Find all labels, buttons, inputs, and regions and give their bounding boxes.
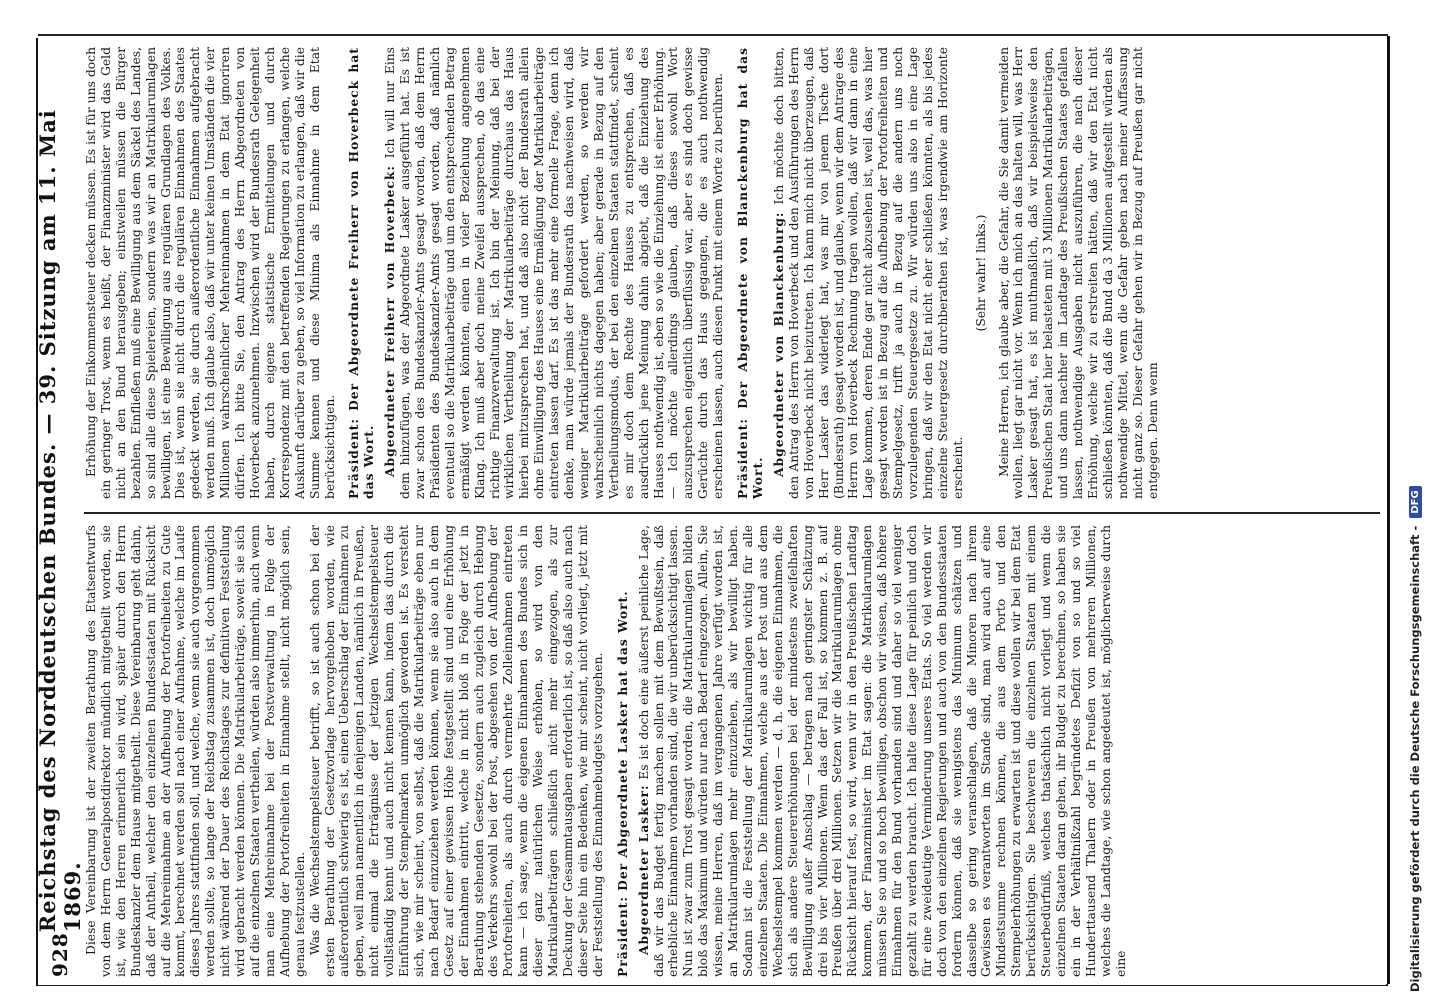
left-text-column (84, 525, 1380, 977)
scan-border-right (1387, 36, 1390, 984)
speaker-line: Präsident: Der Abgeordnete von Blanckenburg hat das Wort. (735, 47, 765, 499)
column-divider (84, 512, 1380, 514)
paragraph-text: Ich will nur Eins dem hinzufügen, was der Abgeordnete Lasker ausgeführt hat. Es ist zwar schon des Bundeskanzler-Amts gesagt worden, daß dem Herrn Präsidenten des Bundeskanzler-Amts gesagt worden, daß nämlich eventuell so die Matrikularbeiträge und um den entsprechenden Betrag ermäßigt werden könnten, einen in vieler Beziehung angenehmen Klang. Ich muß aber doch meine Zweifel aussprechen, ob das eine richtige Finanzverwaltung ist. Ich bin der Meinung, daß bei der wirklichen Vertheilung der Matrikularbeiträge durchaus das Haus hierbei mitzusprechen hat, und daß also nicht der Bundesrath allein ohne Einwilligung des Hauses eine Ermäßigung der Matrikularbeiträge eintreten lassen darf. Es ist das mehr eine formelle Frage, denn ich denke, man würde jemals der Bundesrath das nachweisen wird, daß weniger Matrikularbeiträge gefordert werden, so werden wir wahrscheinlich nichts dagegen haben; aber gerade in Bezug auf den Vertheilungsmodus, der bei den einzelnen Staaten stattfindet, scheint es mir doch dem Rechte des Hauses zu entsprechen, daß es ausdrücklich jene Meinung dahin abgiebt, daß die Einziehung des Hauses nothwendig ist, eben so wie die Einziehung ist einer Erhöhung. — Ich möchte allerdings glauben, daß dieses sowohl Wort auszusprechen eigentlich überflüssig war, aber es sind doch gewisse Gerüchte durch das Haus gegangen, die es auch nothwendig erscheinen lassen, auch diesen Punkt mit einem Worte zu berühren. (383, 47, 726, 499)
paragraph: Erhöhung der Einkommensteuer decken müssen. Es ist für uns doch ein geringer Trost, wenn es heißt, der Finanzminister wird das Geld nicht an den Bund herausgeben; einstweilen müssen die Bürger bezahlen. Einfließen muß eine Bewilligung aus dem Säckel des Landes, so sind alle diese Spielereien, sondern was wir an Matrikularumlagen bewilligen, ist eine Bewilligung aus regulären Grundlagen des Volkes. Dies ist, wenn sie nicht durch die regulären Einnahmen des Staates gedeckt werden, sie durch außerordentliche Einnahmen aufgebracht werden muß. Ich glaube also, daß wir unter keinen Umständen die vier Millionen wahrscheinlicher Mehreinnahmen in dem Etat ignoriren dürfen. Ich bitte Sie, den Antrag des Herrn Abgeordneten von Hoverbeck anzunehmen. Inzwischen wird der Bundesrath Gelegenheit haben, durch eigene statistische Ermittelungen und durch Korrespondenz mit den betreffenden Regierungen zu erlangen, welche Auskunft darüber zu geben, so viel Information zu erlangen, daß wir die Summe kennen und diese Minima als Einnahme in dem Etat berücksichtigen. (84, 47, 337, 499)
speaker-name: Abgeordneter von Blanckenburg: (770, 211, 786, 477)
paragraph-text: Ich möchte doch bitten, den Antrag des Herrn von Hoverbeck und den Ausführungen des Herrn von Hoverbeck nicht beizutreten. Ich kann mich nicht überzeugen, daß Herr Lasker das widerlegt hat, was mir von jenem Tische dort (Bundesrath) gesagt worden ist, und glaube, wenn wir dem Antrage des Herrn von Hoverbeck Rechnung tragen wollen, daß wir dann in eine Lage kommen, deren Ende gar nicht abzusehen ist, weil das, was hier gesagt worden ist in Bezug auf die Aufhebung der Portofreiheiten und Stempelgesetz, trifft ja auch in Bezug auf die andern uns noch vorzulegenden Steuergesetze zu. Wir würden uns also in eine Lage bringen, daß wir den Etat nicht eher schließen könnten, als bis jedes einzelne Steuergesetz durchberathen ist, was irgendwie am Horizonte erscheint. (771, 47, 965, 499)
dfg-logo-icon: DFG (1409, 486, 1422, 517)
rotated-document-page (35, 37, 1386, 985)
paragraph (772, 47, 966, 499)
paragraph: Diese Vereinbarung ist der zweiten Berathung des Etatsentwurfs von dem Herrn Generalpostdirektor mündlich mitgetheilt worden, sie ist, wie den Herren erinnerlich sein wird, später durch den Herrn Bundeskanzler dem Hause mitgetheilt. Diese Vereinbarung geht dahin, daß der Antheil, welcher den einzelnen Bundesstaaten mit Rücksicht auf die Mehreinnahme an der Aufhebung der Portofreiheiten zu Gute kommt, berechnet werden soll nach einer Aufnahme, welche im Laufe dieses Jahres stattfinden soll, und welche, wenn sie auch vorgenommen werden sollte, so lange der Reichstag zusammen ist, doch unmöglich nicht während der Dauer des Reichstages zur definitiven Feststellung wird gebracht werden können. Die Matrikularbeiträge, soweit sie sich auf die einzelnen Staaten vertheilen, würden also immerhin, auch wenn man eine Mehreinnahme bei der Postverwaltung in Folge der Aufhebung der Portofreiheiten in Einnahme stellt, nicht möglich sein, genau festzustellen. (84, 525, 307, 977)
digitization-credit (1406, 42, 1424, 992)
scan-border-top (38, 34, 1388, 36)
running-title: Reichstag des Norddeutschen Bundes. — 39. Sitzung am 11. Mai 1869. (35, 109, 85, 933)
paragraph (383, 47, 726, 499)
speaker-name: Abgeordneter Lasker: (635, 784, 651, 955)
page-top-margin (0, 0, 1432, 34)
page-header (35, 37, 85, 985)
speaker-line: Präsident: Der Abgeordnete Lasker hat das Wort. (614, 590, 630, 977)
paragraph-text: Es ist doch eine äußerst peinliche Lage, daß wir das Budget fertig machen sollen mit dem Bewußtsein, daß erhebliche Einnahmen vorhanden sind, die wir unberücksichtigt lassen. Nun ist zwar zum Trost gesagt worden, die Matrikularumlagen bilden bloß das Maximum und würden nur nach Bedarf eingezogen. Allein, Sie wissen, meine Herren, daß im vergangenen Jahre verfügt worden ist, an Matrikularumlagen mehr einzuziehen, als wir bewilligt haben. Sodann ist die Feststellung der Matrikularumlagen wichtig für alle einzelnen Staaten. Die Einnahmen, welche aus der Post und aus dem Wechselstempel kommen werden — d. h. die eigenen Einnahmen, die sich als andere Steuererhöhungen bei der mindestens zweifelhaften Bewilligung außer Anschlag — betragen nach geringster Schätzung drei bis vier Millionen. Wenn das der Fall ist, so kommen z. B. auf Preußen über drei Millionen. Setzen wir die Matrikularumlagen ohne Rücksicht hierauf fest, so wird, wenn wir in den Preußischen Landtag kommen, der Finanzminister im Etat sagen: die Matrikularumlagen müssen Sie so und so hoch bewilligen, obschon wir wissen, daß höhere Einnahmen für den Bund vorhanden sind und daher so viel weniger gezahlt zu werden braucht. Ich halte diese Lage für peinlich und doch für eine zweideutige Verminderung unseres Etats. So viel werden wir doch von den einzelnen Regierungen und auch von den Bundesstaaten fordern können, daß sie wenigstens das Minimum schätzen und dasselbe so gering veranschlagen, daß die Minoren nach ihrem Gewissen es verantworten im Stande sind, man wird auch auf eine Mindestsumme rechnen können, die aus dem Porto und den Stempelerhöhungen zu erwarten ist und diese wollen wir bei dem Etat berücksichtigen. Sie beschweren die einzelnen Staaten mit einem Steuerbedürfniß, welches thatsächlich nicht vorliegt und wenn die einzelnen Staaten daran gehen, ihr Budget zu berechnen, so haben sie ein in der Verhältnißzahl begründetes Defizit von so und so viel Hunderttausend Thalern oder in Preußen von mehreren Millionen, welches die Landtage, wie schon angedeutet ist, möglicherweise durch eine (636, 525, 1128, 977)
speaker-name: Abgeordneter Freiherr von Hoverbeck: (382, 165, 398, 477)
right-text-column (84, 47, 1380, 499)
paragraph (637, 525, 1129, 977)
paragraph: Meine Herren, ich glaube aber, die Gefahr, die Sie damit vermeiden wollen, liegt gar nicht vor. Wenn ich mich an das halten will, was Herr Lasker gesagt hat, es ist muthmaßlich, daß wir beispielsweise den Preußischen Staat hier belasteten mit 3 Millionen Matrikularbeiträgen, und uns dann nachher im Landtage des Preußischen Staates gefallen lassen, nothwendige Ausgaben nicht auszuführen, die nach dieser Erhöhung, welche wir zu erstreiten hätten, daß wir den Etat nicht schließen könnten, daß die Bund da 3 Millionen aufgestellt würden als nothwendige Mittel, wenn die Gefahr geben nach meiner Auffassung nicht ganz so. Dieser Gefahr gehen wir in Bezug auf Preußen gar nicht entgegen. Denn wenn (996, 47, 1160, 499)
speaker-line: Präsident: Der Abgeordnete Freiherr von Hoverbeck hat das Wort. (346, 47, 377, 499)
page-number: 928 (48, 932, 72, 977)
paragraph: Was die Wechselstempelsteuer betrifft, so ist auch schon bei der ersten Berathung der Gesetzvorlage hervorgehoben worden, wie außerordentlich schwierig es ist, einen Ueberschlag der Einnahmen zu geben, weil man namentlich in denjenigen Landen, nämlich in Preußen, nicht einmal die Erträgnisse der jetzigen Wechselstempelsteuer vollständig kennt und auch nicht kennen kann, indem das durch die Einführung der Stempelmarken unmöglich geworden ist. Es versteht sich, wie mir scheint, von selbst, daß die Matrikularbeiträge eben nur nach Bedarf einzuziehen werden können, wenn sie also auch in dem Gesetz auf einer gewissen Höhe festgestellt sind und eine Erhöhung der Einnahmen eintritt, welche in nicht bloß in Folge der jetzt in Berathung stehenden Gesetze, sondern auch zugleich durch Hebung des Verkehrs sowohl bei der Post, abgesehen von der Aufhebung der Portofreiheiten, als auch durch vermehrte Zolleinnahmen eintreten kann — ich sage, wenn die eigenen Einnahmen des Bundes sich in dieser ganz natürlichen Weise erhöhen, so wird von den Matrikularbeiträgen schließlich nicht mehr eingezogen, als zur Deckung der Gesammtausgaben erforderlich ist, so daß also auch nach dieser Seite hin ein Bedenken, wie mir scheint, nicht vorliegt, jetzt mit der Feststellung des Einnahmebudgets vorzugehen. (307, 525, 605, 977)
credit-text: Digitalisierung gefördert durch die Deutsche Forschungsgemeinschaft - (1408, 525, 1422, 992)
interjection: (Sehr wahr! links.) (973, 214, 988, 332)
